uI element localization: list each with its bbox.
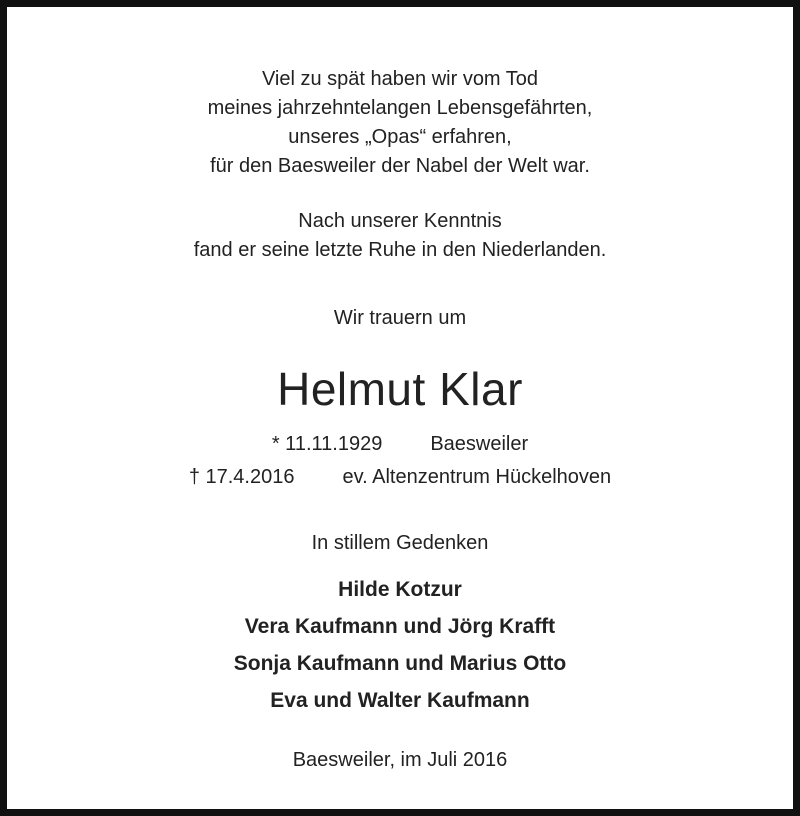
- intro-text: [7, 65, 793, 181]
- death-date: † 17.4.2016: [188, 466, 295, 488]
- death-place: ev. Altenzentrum Hückelhoven: [342, 466, 612, 488]
- deceased-name: Helmut Klar: [277, 363, 523, 415]
- birth-date: * 11.11.1929: [271, 433, 383, 455]
- family-member: Hilde Kotzur: [338, 578, 462, 601]
- intro-line: für den Baesweiler der Nabel der Welt war.: [210, 155, 590, 177]
- family-member: Sonja Kaufmann und Marius Otto: [233, 652, 567, 675]
- mourn-text: Wir trauern um: [333, 307, 467, 329]
- intro-line: unseres „Opas“ erfahren,: [288, 126, 512, 148]
- intro-line: meines jahrzehntelangen Lebensgefährten,: [207, 97, 593, 119]
- birth-place: Baesweiler: [430, 433, 529, 455]
- remember-text: In stillem Gedenken: [311, 532, 489, 554]
- family-member: Vera Kaufmann und Jörg Krafft: [244, 615, 556, 638]
- note-line: fand er seine letzte Ruhe in den Niederlanden.: [193, 239, 607, 261]
- death-row: [7, 461, 793, 494]
- intro-line: Viel zu spät haben wir vom Tod: [261, 68, 539, 90]
- place-date: Baesweiler, im Juli 2016: [292, 749, 508, 771]
- family-member: Eva und Walter Kaufmann: [270, 689, 530, 712]
- birth-row: [7, 428, 793, 461]
- resting-place-note: [7, 207, 793, 265]
- life-dates: [7, 428, 793, 494]
- note-line: Nach unserer Kenntnis: [298, 210, 502, 232]
- family-list: [7, 571, 793, 719]
